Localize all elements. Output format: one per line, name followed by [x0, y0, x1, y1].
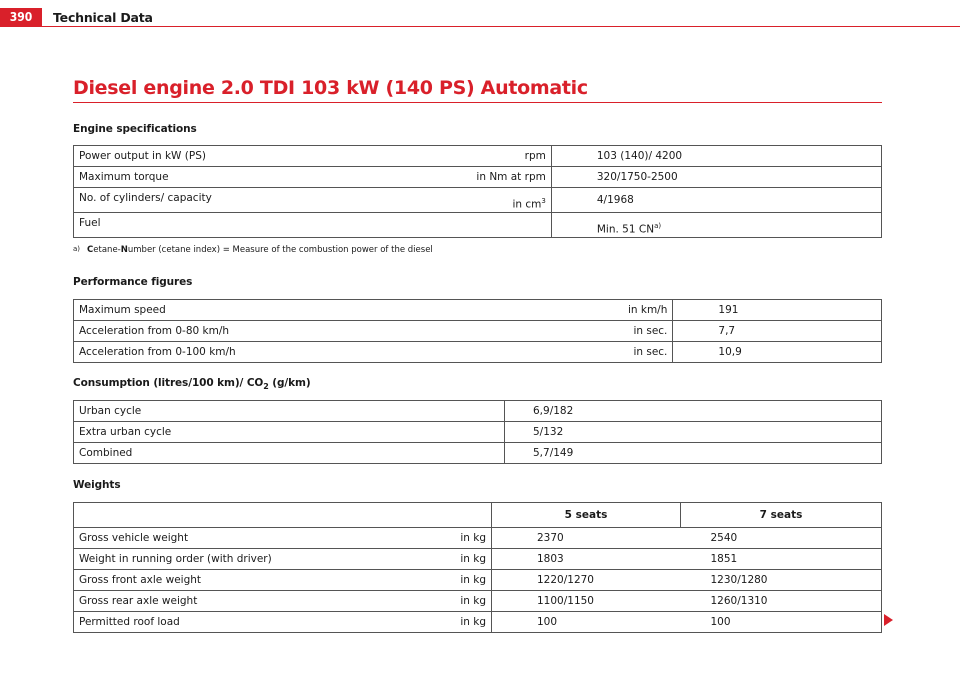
table-row [74, 612, 882, 633]
row-unit: in kg [361, 570, 492, 591]
row-label: Maximum speed [74, 300, 543, 321]
row-unit: in kg [361, 528, 492, 549]
row-unit: in Nm at rpm [421, 167, 552, 188]
row-value: 5/132 [505, 422, 882, 443]
table-row [74, 591, 882, 612]
table-row [74, 528, 882, 549]
table-row [74, 342, 882, 363]
row-label: Weight in running order (with driver) [74, 549, 362, 570]
footnote-marker: a) [73, 245, 81, 253]
table-row [74, 401, 882, 422]
row-label: No. of cylinders/ capacity [74, 188, 421, 213]
row-value: 103 (140)/ 4200 [551, 146, 881, 167]
footnote-marker: a) [654, 221, 662, 230]
row-value: 191 [673, 300, 882, 321]
consumption-table [73, 400, 882, 464]
page-header [0, 0, 960, 26]
column-header-7-seats: 7 seats [681, 503, 882, 528]
table-row [74, 300, 882, 321]
row-label: Gross vehicle weight [74, 528, 362, 549]
row-value-5-seats: 1100/1150 [492, 591, 681, 612]
row-label: Gross rear axle weight [74, 591, 362, 612]
row-unit: in kg [361, 612, 492, 633]
table-header-row [74, 503, 882, 528]
row-value-7-seats: 1230/1280 [681, 570, 882, 591]
table-row [74, 146, 882, 167]
row-value-5-seats: 100 [492, 612, 681, 633]
engine-table [73, 145, 882, 238]
weights-table [73, 502, 882, 633]
row-unit: rpm [421, 146, 552, 167]
weights-heading: Weights [73, 479, 121, 491]
column-header-5-seats: 5 seats [492, 503, 681, 528]
page-number: 390 [0, 8, 42, 26]
row-label: Extra urban cycle [74, 422, 505, 443]
table-row [74, 422, 882, 443]
row-value-7-seats: 100 [681, 612, 882, 633]
row-label: Fuel [74, 213, 421, 238]
row-unit: in km/h [542, 300, 673, 321]
row-label: Permitted roof load [74, 612, 362, 633]
table-row [74, 570, 882, 591]
table-row [74, 549, 882, 570]
row-value-7-seats: 2540 [681, 528, 882, 549]
table-row [74, 167, 882, 188]
section-title: Technical Data [53, 10, 153, 25]
row-value-7-seats: 1851 [681, 549, 882, 570]
footnote: $^{a)}$ Cetane-Number (cetane index) = Measure of the combustion power of the diesel [73, 245, 433, 255]
page-title: Diesel engine 2.0 TDI 103 kW (140 PS) Automatic [73, 77, 588, 99]
row-value: 4/1968 [551, 188, 881, 213]
row-value-7-seats: 1260/1310 [681, 591, 882, 612]
row-unit [421, 213, 552, 238]
superscript: 3 [541, 196, 546, 205]
row-value: Min. 51 CN$^{a)}$ [551, 213, 881, 238]
header-blank-cell [74, 503, 492, 528]
performance-heading: Performance figures [73, 276, 193, 288]
row-value: 5,7/149 [505, 443, 882, 464]
performance-table [73, 299, 882, 363]
row-label: Maximum torque [74, 167, 421, 188]
row-value: 320/1750-2500 [551, 167, 881, 188]
continue-arrow-icon [884, 614, 893, 626]
row-unit: in sec. [542, 321, 673, 342]
row-label: Power output in kW (PS) [74, 146, 421, 167]
consumption-heading: Consumption (litres/100 km)/ $CO_2$ (g/km) [73, 377, 311, 392]
row-label: Combined [74, 443, 505, 464]
row-value: 7,7 [673, 321, 882, 342]
engine-heading: Engine specifications [73, 123, 197, 135]
row-label: Acceleration from 0-100 km/h [74, 342, 543, 363]
row-value-5-seats: 2370 [492, 528, 681, 549]
row-label: Acceleration from 0-80 km/h [74, 321, 543, 342]
table-row [74, 188, 882, 213]
row-value-5-seats: 1803 [492, 549, 681, 570]
row-value: 10,9 [673, 342, 882, 363]
row-unit: in kg [361, 591, 492, 612]
row-label: Urban cycle [74, 401, 505, 422]
row-unit: in kg [361, 549, 492, 570]
row-value: 6,9/182 [505, 401, 882, 422]
row-unit: in sec. [542, 342, 673, 363]
header-rule [0, 26, 960, 27]
row-unit: in $cm^3$ [421, 188, 552, 213]
table-row [74, 321, 882, 342]
table-row [74, 213, 882, 238]
row-value-5-seats: 1220/1270 [492, 570, 681, 591]
title-rule [73, 102, 882, 103]
table-row [74, 443, 882, 464]
row-label: Gross front axle weight [74, 570, 362, 591]
